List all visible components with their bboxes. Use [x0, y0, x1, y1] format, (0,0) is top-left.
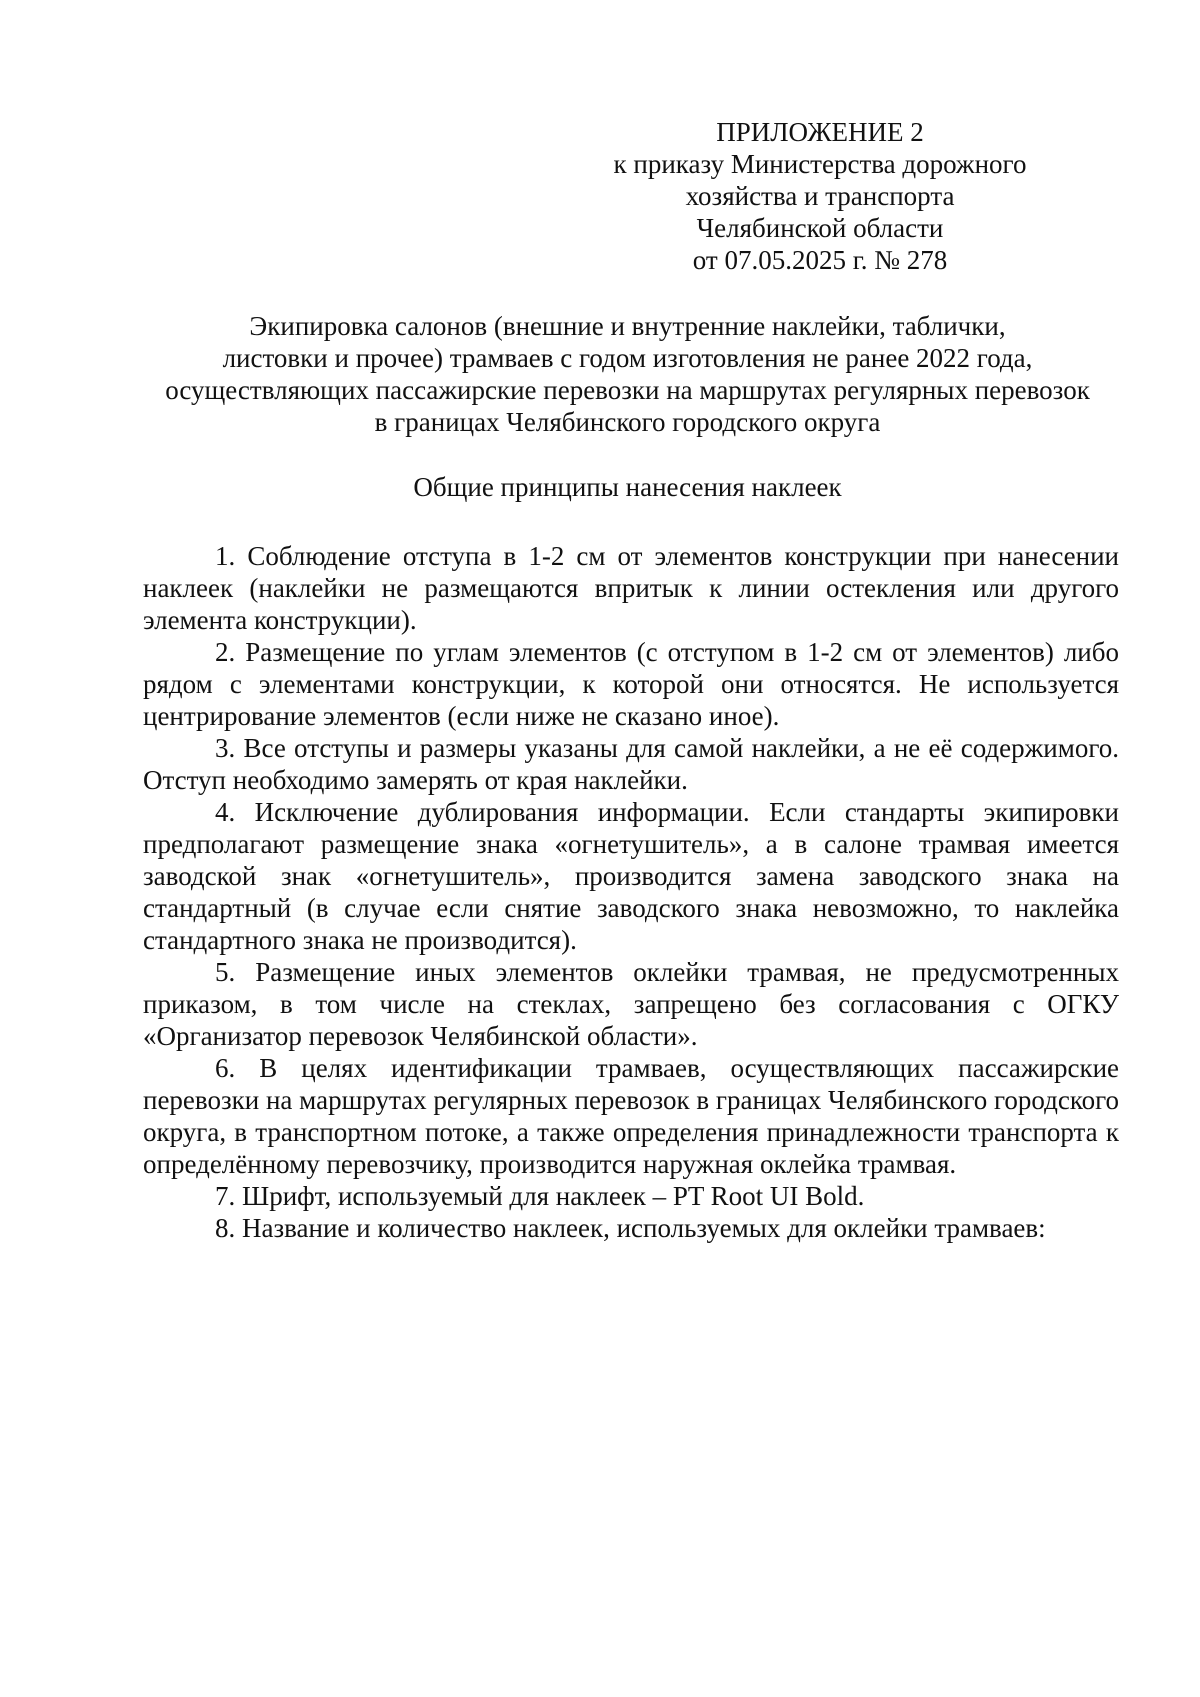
list-item	[143, 796, 1119, 956]
list-item	[143, 1180, 1119, 1212]
appendix-order-line: к приказу Министерства дорожного	[613, 149, 1027, 179]
appendix-header	[560, 116, 1080, 276]
section-heading: Общие принципы нанесения наклеек	[413, 472, 842, 502]
title-line: осуществляющих пассажирские перевозки на маршрутах регулярных перевозок	[165, 375, 1090, 405]
appendix-date-number: от 07.05.2025 г. № 278	[692, 245, 948, 275]
item-number: 4.	[215, 797, 236, 827]
list-item	[143, 1212, 1119, 1244]
title-line: Экипировка салонов (внешние и внутренние наклейки, таблички,	[249, 311, 1006, 341]
item-text: Название и количество наклеек, используемых для оклейки трамваев:	[242, 1213, 1046, 1243]
item-text: Размещение по углам элементов (с отступом в 1-2 см от элементов) либо рядом с элементами конструкции, к которой они относятся. Не используется центрирование элементов (если ниже не сказано иное).	[143, 637, 1119, 731]
item-text: Все отступы и размеры указаны для самой наклейки, а не её содержимого. Отступ необходимо замерять от края наклейки.	[143, 733, 1119, 795]
title-line: в границах Челябинского городского округа	[374, 407, 881, 437]
appendix-label: ПРИЛОЖЕНИЕ 2	[716, 117, 924, 147]
item-text: Соблюдение отступа в 1-2 см от элементов конструкции при нанесении наклеек (наклейки не размещаются впритык к линии остекления или другого элемента конструкции).	[143, 541, 1120, 635]
item-number: 5.	[215, 957, 236, 987]
list-item	[143, 540, 1119, 636]
item-number: 2.	[215, 637, 236, 667]
list-item	[143, 1052, 1119, 1180]
item-number: 7.	[215, 1181, 236, 1211]
list-item	[143, 956, 1119, 1052]
list-item	[143, 732, 1119, 796]
document-title	[136, 310, 1119, 438]
item-number: 3.	[215, 733, 236, 763]
item-text: Исключение дублирования информации. Если стандарты экипировки предполагают размещение знака «огнетушитель», а в салоне трамвая имеется заводской знак «огнетушитель», производится замена заводского знака на стандартный (в случае если снятие заводского знака невозможно, то наклейка стандартного знака не производится).	[143, 797, 1119, 955]
item-text: В целях идентификации трамваев, осуществляющих пассажирские перевозки на маршрутах регулярных перевозок в границах Челябинского городского округа, в транспортном потоке, а также определения принадлежности транспорта к определённому перевозчику, производится наружная оклейка трамвая.	[143, 1053, 1120, 1179]
list-item	[143, 636, 1119, 732]
item-text: Размещение иных элементов оклейки трамвая, не предусмотренных приказом, в том числе на стеклах, запрещено без согласования с ОГКУ «Организатор перевозок Челябинской области».	[143, 957, 1119, 1051]
principles-list	[143, 540, 1119, 1244]
item-number: 6.	[215, 1053, 236, 1083]
item-number: 8.	[215, 1213, 236, 1243]
title-line: листовки и прочее) трамваев с годом изготовления не ранее 2022 года,	[222, 343, 1033, 373]
item-number: 1.	[215, 541, 236, 571]
appendix-ministry-line: хозяйства и транспорта	[685, 181, 955, 211]
appendix-region-line: Челябинской области	[696, 213, 944, 243]
item-text: Шрифт, используемый для наклеек – PT Root UI Bold.	[242, 1181, 865, 1211]
